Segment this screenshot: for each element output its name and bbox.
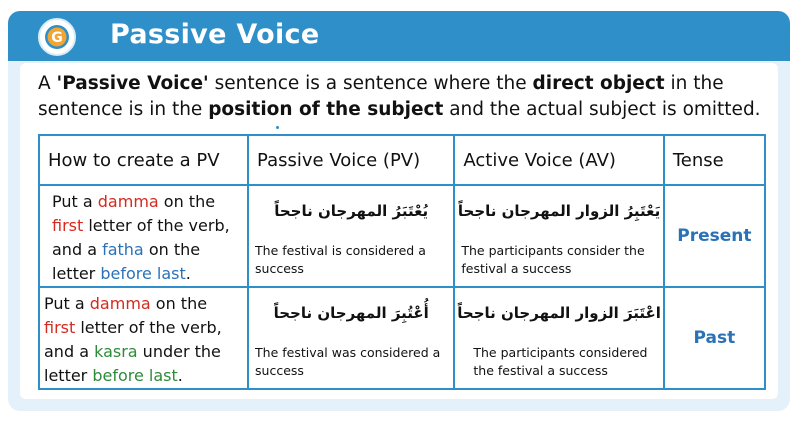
- pv-arabic: يُعْتَبَرُ المهرجان ناجحاً: [274, 202, 429, 220]
- av-arabic: اعْتَبَرَ الزوار المهرجان ناجحاً: [457, 304, 661, 322]
- pv-cell: [248, 185, 454, 287]
- tense-cell: Past: [664, 287, 765, 389]
- av-cell: [454, 185, 663, 287]
- table-header-row: [39, 135, 765, 185]
- intro-paragraph: [38, 71, 768, 123]
- g-logo-icon: [43, 23, 71, 51]
- passive-voice-table: [38, 134, 766, 390]
- decorative-dot: [276, 126, 279, 129]
- av-cell: [454, 287, 663, 389]
- logo: [38, 18, 76, 56]
- content-panel: [20, 63, 778, 399]
- pv-arabic: أُعْتُبِرَ المهرجان ناجحاً: [273, 304, 429, 322]
- header-av: Active Voice (AV): [454, 135, 663, 185]
- table-row: [39, 287, 765, 389]
- page-title: Passive Voice: [110, 19, 320, 50]
- intro-line-1: A 'Passive Voice' sentence is a sentence where the direct object in the: [38, 73, 724, 94]
- passive-voice-card: [8, 11, 790, 411]
- header-tense: Tense: [664, 135, 765, 185]
- how-cell: Put a damma on the first letter of the verb, and a fatha on the letter before last.: [39, 185, 248, 287]
- av-english: The participants considered the festival a success: [473, 345, 648, 378]
- tense-cell: Present: [664, 185, 765, 287]
- header-pv: Passive Voice (PV): [248, 135, 454, 185]
- logo-letter: G: [51, 30, 63, 46]
- header-how: How to create a PV: [39, 135, 248, 185]
- header-bar: [8, 11, 790, 61]
- intro-line-2: sentence is in the position of the subject and the actual subject is omitted.: [38, 99, 761, 120]
- pv-english: The festival is considered a success: [255, 243, 426, 276]
- av-english: The participants consider the festival a success: [461, 243, 645, 276]
- pv-english: The festival was considered a success: [255, 345, 441, 378]
- av-arabic: يَعْتَبِرُ الزوار المهرجان ناجحاً: [457, 202, 661, 220]
- how-cell: Put a damma on the first letter of the verb, and a kasra under the letter before last.: [39, 287, 248, 389]
- pv-cell: [248, 287, 454, 389]
- table-row: [39, 185, 765, 287]
